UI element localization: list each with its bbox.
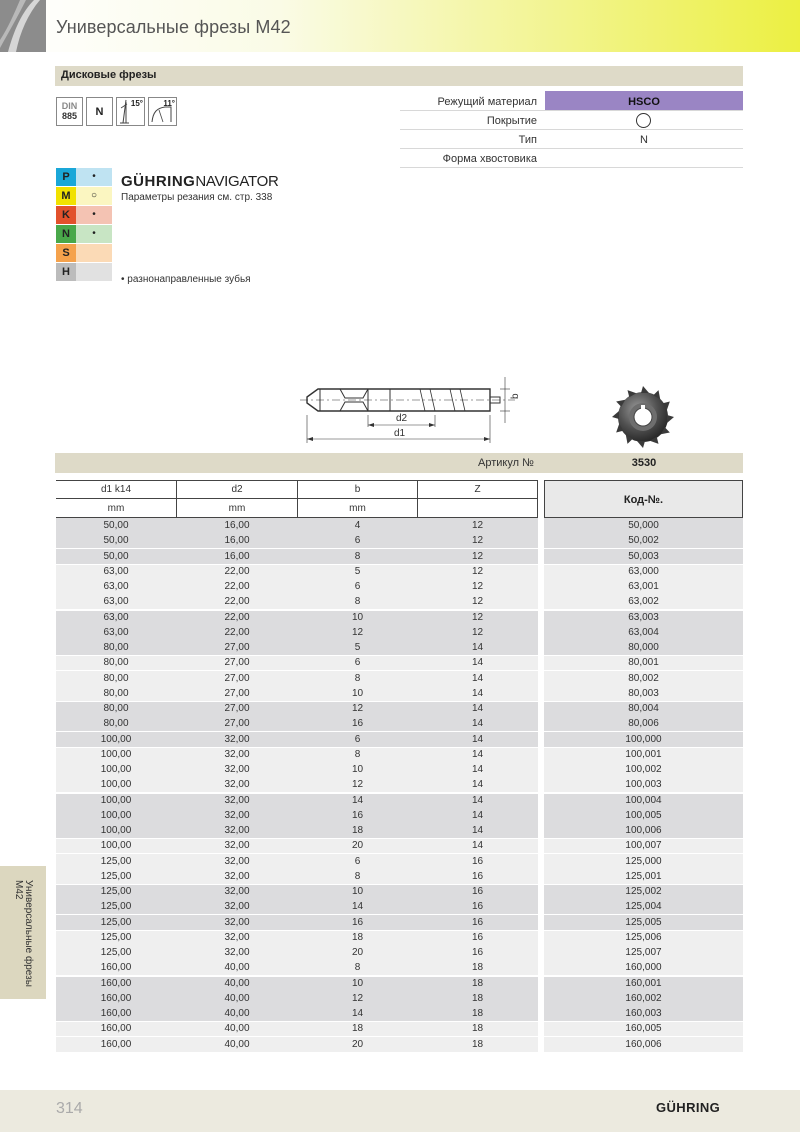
table-cell: 27,00 <box>224 642 250 653</box>
material-letter: P <box>56 168 76 186</box>
material-suitability-mark: ○ <box>76 187 112 205</box>
table-row <box>56 579 743 594</box>
table-row <box>56 899 743 914</box>
column-unit-d1: mm <box>107 503 125 514</box>
table-row <box>56 640 743 655</box>
table-cell: 8 <box>354 962 361 974</box>
table-cell: 160,00 <box>100 1038 132 1050</box>
material-letter: S <box>56 244 76 262</box>
table-cell: 5 <box>354 565 361 577</box>
product-code: 100,003 <box>625 779 662 791</box>
page-title: Универсальные фрезы М42 <box>56 17 291 37</box>
table-cell: 63,00 <box>103 565 129 577</box>
table-cell: 22,00 <box>224 611 250 623</box>
footer-brand-logo: GÜHRING <box>656 1100 721 1115</box>
table-row <box>56 777 743 792</box>
table-cell: 6 <box>354 657 361 669</box>
table-cell: 12 <box>351 703 364 714</box>
product-code: 100,002 <box>625 764 662 775</box>
table-cell: 18 <box>471 1008 484 1019</box>
product-code: 160,006 <box>625 1038 662 1050</box>
side-tab-label: Универсальные фрезы М42 <box>13 880 34 987</box>
table-cell: 10 <box>351 611 364 623</box>
table-cell: 16 <box>471 870 484 882</box>
table-cell: 80,00 <box>103 687 129 699</box>
table-cell: 12 <box>471 596 484 608</box>
product-code: 160,001 <box>625 977 662 989</box>
table-cell: 160,00 <box>100 1023 132 1035</box>
table-cell: 32,00 <box>224 901 250 913</box>
table-cell: 20 <box>351 947 364 958</box>
column-header-b: b <box>354 484 361 495</box>
product-code: 80,006 <box>628 718 659 730</box>
table-cell: 32,00 <box>224 886 250 897</box>
table-cell: 80,00 <box>103 703 129 714</box>
product-code: 80,003 <box>628 687 659 699</box>
table-cell: 32,00 <box>224 779 250 791</box>
table-cell: 32,00 <box>224 733 250 745</box>
table-cell: 100,00 <box>100 840 132 852</box>
table-cell: 32,00 <box>224 764 250 775</box>
table-cell: 16 <box>471 855 484 867</box>
table-cell: 14 <box>471 840 484 852</box>
table-cell: 18 <box>471 977 484 989</box>
table-cell: 14 <box>471 687 484 699</box>
table-cell: 63,00 <box>103 581 129 592</box>
material-letter: H <box>56 263 76 281</box>
table-col-divider <box>537 480 538 518</box>
table-cell: 18 <box>471 962 484 974</box>
table-row <box>56 549 743 564</box>
material-suitability-mark: • <box>76 206 112 224</box>
table-cell: 160,00 <box>100 1008 132 1019</box>
table-row <box>56 1006 743 1021</box>
table-cell: 32,00 <box>224 916 250 928</box>
table-cell: 10 <box>351 687 364 699</box>
table-cell: 16 <box>471 931 484 943</box>
table-cell: 10 <box>351 977 364 989</box>
table-cell: 16 <box>351 809 364 821</box>
table-cell: 20 <box>351 840 364 852</box>
table-cell: 50,00 <box>103 520 129 531</box>
table-cell: 14 <box>471 825 484 836</box>
product-code: 160,002 <box>625 992 662 1004</box>
property-divider <box>400 129 743 130</box>
table-cell: 14 <box>471 672 484 684</box>
table-row <box>56 701 743 716</box>
property-label-material: Режущий материал <box>437 96 537 108</box>
table-cell: 22,00 <box>224 626 250 638</box>
table-cell: 4 <box>354 520 361 531</box>
table-cell: 160,00 <box>100 977 132 989</box>
navigator-word: NAVIGATOR <box>195 173 279 190</box>
table-cell: 12 <box>351 779 364 791</box>
table-cell: 14 <box>471 779 484 791</box>
product-code: 125,000 <box>625 855 662 867</box>
material-group-s <box>56 244 112 262</box>
product-code: 50,003 <box>628 550 659 562</box>
table-cell: 14 <box>351 901 364 913</box>
table-cell: 40,00 <box>224 992 250 1004</box>
table-cell: 18 <box>471 992 484 1004</box>
material-group-m <box>56 187 112 205</box>
table-cell: 12 <box>471 535 484 547</box>
material-group-h <box>56 263 112 281</box>
property-label-type: Тип <box>518 134 537 146</box>
product-code: 125,002 <box>625 886 662 897</box>
din-standard-box <box>56 97 83 126</box>
header-logo-icon <box>0 0 46 52</box>
table-cell: 18 <box>471 1038 484 1050</box>
table-row <box>56 655 743 670</box>
product-code: 63,001 <box>628 581 659 592</box>
table-cell: 12 <box>471 626 484 638</box>
table-row <box>56 671 743 686</box>
table-row <box>56 930 743 945</box>
table-cell: 12 <box>471 581 484 592</box>
table-row <box>56 945 743 960</box>
product-code: 100,000 <box>625 733 662 745</box>
material-letter: K <box>56 206 76 224</box>
table-cell: 100,00 <box>100 748 132 760</box>
table-cell: 16 <box>471 901 484 913</box>
product-code: 160,000 <box>625 962 662 974</box>
table-row <box>56 610 743 625</box>
table-cell: 8 <box>354 550 361 562</box>
table-cell: 18 <box>351 931 364 943</box>
product-code: 50,000 <box>628 520 659 531</box>
property-divider <box>400 148 743 149</box>
table-cell: 14 <box>471 703 484 714</box>
table-cell: 8 <box>354 596 361 608</box>
table-cell: 14 <box>471 642 484 653</box>
table-cell: 80,00 <box>103 657 129 669</box>
material-group-k <box>56 206 112 224</box>
clearance-angle-box <box>148 97 177 126</box>
table-cell: 32,00 <box>224 809 250 821</box>
product-code: 125,004 <box>625 901 662 913</box>
property-divider <box>400 167 743 168</box>
table-cell: 40,00 <box>224 962 250 974</box>
table-cell: 100,00 <box>100 825 132 836</box>
table-row <box>56 960 743 975</box>
table-cell: 27,00 <box>224 687 250 699</box>
product-code: 50,002 <box>628 535 659 547</box>
table-cell: 125,00 <box>100 886 132 897</box>
table-cell: 22,00 <box>224 596 250 608</box>
table-row <box>56 1037 743 1052</box>
din-number: 885 <box>61 111 78 121</box>
property-label-coating: Покрытие <box>486 115 537 127</box>
table-cell: 32,00 <box>224 748 250 760</box>
material-group-n <box>56 225 112 243</box>
table-cell: 100,00 <box>100 809 132 821</box>
page-number: 314 <box>56 1100 83 1117</box>
column-header-code: Код-№. <box>544 480 743 518</box>
product-code: 125,007 <box>625 947 662 958</box>
table-cell: 16 <box>471 886 484 897</box>
table-cell: 14 <box>471 657 484 669</box>
table-cell: 10 <box>351 886 364 897</box>
table-cell: 6 <box>354 733 361 745</box>
table-cell: 12 <box>471 520 484 531</box>
table-cell: 27,00 <box>224 718 250 730</box>
column-unit-b: mm <box>349 503 366 514</box>
product-code: 125,005 <box>625 916 662 928</box>
table-cell: 27,00 <box>224 672 250 684</box>
product-code: 160,005 <box>625 1023 662 1035</box>
material-letter: M <box>56 187 76 205</box>
cutting-params-reference: Параметры резания см. стр. 338 <box>121 192 273 203</box>
table-row <box>56 854 743 869</box>
table-cell: 32,00 <box>224 931 250 943</box>
article-number: 3530 <box>631 457 657 469</box>
helix-angle-label: 15° <box>130 99 143 108</box>
cutter-drawing <box>300 375 540 445</box>
property-value-material: HSCO <box>628 96 660 108</box>
table-cell: 14 <box>471 718 484 730</box>
table-cell: 80,00 <box>103 642 129 653</box>
dimension-b-label: b <box>510 393 521 399</box>
product-code: 63,003 <box>628 611 659 623</box>
table-cell: 16 <box>471 947 484 958</box>
table-row <box>56 976 743 991</box>
product-code: 100,006 <box>625 825 662 836</box>
table-cell: 40,00 <box>224 977 250 989</box>
column-header-d1: d1 k14 <box>100 484 132 495</box>
table-row <box>56 533 743 548</box>
table-cell: 125,00 <box>100 916 132 928</box>
product-code: 63,004 <box>628 626 659 638</box>
product-code: 100,007 <box>625 840 662 852</box>
product-code: 80,000 <box>628 642 659 653</box>
dimension-d1-label: d1 <box>394 428 406 439</box>
table-row <box>56 884 743 899</box>
table-cell: 125,00 <box>100 931 132 943</box>
material-group-p <box>56 168 112 186</box>
table-cell: 16 <box>351 916 364 928</box>
table-cell: 32,00 <box>224 947 250 958</box>
section-title: Дисковые фрезы <box>61 69 157 81</box>
table-cell: 16 <box>471 916 484 928</box>
table-row <box>56 915 743 930</box>
table-cell: 100,00 <box>100 779 132 791</box>
product-code: 80,002 <box>628 672 659 684</box>
table-row <box>56 838 743 853</box>
dimension-d2-label: d2 <box>396 413 408 424</box>
table-row <box>56 518 743 533</box>
table-cell: 100,00 <box>100 733 132 745</box>
table-cell: 6 <box>354 855 361 867</box>
table-cell: 14 <box>471 764 484 775</box>
table-row <box>56 625 743 640</box>
product-code: 125,006 <box>625 931 662 943</box>
product-code: 100,001 <box>625 748 662 760</box>
table-cell: 32,00 <box>224 794 250 806</box>
table-cell: 20 <box>351 1038 364 1050</box>
table-cell: 32,00 <box>224 870 250 882</box>
table-cell: 12 <box>471 550 484 562</box>
table-cell: 63,00 <box>103 626 129 638</box>
table-cell: 16,00 <box>224 550 250 562</box>
table-row <box>56 747 743 762</box>
table-cell: 160,00 <box>100 962 132 974</box>
type-box: N <box>86 97 113 126</box>
property-divider <box>400 110 743 111</box>
material-suitability-mark: • <box>76 168 112 186</box>
material-letter: N <box>56 225 76 243</box>
table-row <box>56 716 743 731</box>
table-cell: 40,00 <box>224 1038 250 1050</box>
table-cell: 14 <box>471 794 484 806</box>
table-row <box>56 1021 743 1036</box>
table-cell: 50,00 <box>103 550 129 562</box>
table-cell: 125,00 <box>100 901 132 913</box>
product-code: 160,003 <box>625 1008 662 1019</box>
table-cell: 12 <box>351 626 364 638</box>
table-cell: 32,00 <box>224 825 250 836</box>
table-cell: 80,00 <box>103 672 129 684</box>
table-cell: 40,00 <box>224 1023 250 1035</box>
table-cell: 5 <box>354 642 361 653</box>
column-unit-d2: mm <box>228 503 246 514</box>
column-header-d2: d2 <box>231 484 243 495</box>
material-suitability-mark <box>76 263 112 281</box>
table-cell: 14 <box>471 733 484 745</box>
table-cell: 50,00 <box>103 535 129 547</box>
table-cell: 63,00 <box>103 596 129 608</box>
table-cell: 125,00 <box>100 947 132 958</box>
material-suitability-mark: • <box>76 225 112 243</box>
table-cell: 16,00 <box>224 535 250 547</box>
column-header-z: Z <box>474 484 481 495</box>
table-cell: 14 <box>351 794 364 806</box>
din-label: DIN <box>61 101 78 111</box>
table-row <box>56 793 743 808</box>
navigator-logo <box>121 173 279 190</box>
table-cell: 63,00 <box>103 611 129 623</box>
product-code: 125,001 <box>625 870 662 882</box>
table-cell: 6 <box>354 535 361 547</box>
table-cell: 160,00 <box>100 992 132 1004</box>
table-cell: 16,00 <box>224 520 250 531</box>
product-code: 80,001 <box>628 657 659 669</box>
table-row <box>56 991 743 1006</box>
table-row <box>56 594 743 609</box>
table-cell: 14 <box>471 809 484 821</box>
table-cell: 14 <box>471 748 484 760</box>
cutter-photo <box>610 384 676 450</box>
table-cell: 18 <box>351 825 364 836</box>
table-row <box>56 686 743 701</box>
table-row <box>56 823 743 838</box>
table-cell: 100,00 <box>100 794 132 806</box>
product-code: 63,002 <box>628 596 659 608</box>
table-cell: 22,00 <box>224 581 250 592</box>
table-row <box>56 732 743 747</box>
property-label-shank: Форма хвостовика <box>442 153 537 165</box>
table-cell: 22,00 <box>224 565 250 577</box>
table-cell: 27,00 <box>224 703 250 714</box>
property-value-type: N <box>640 134 648 146</box>
material-suitability-mark <box>76 244 112 262</box>
clearance-angle-label: 11° <box>163 99 175 108</box>
navigator-brand: GÜHRING <box>121 173 196 190</box>
table-cell: 10 <box>351 764 364 775</box>
table-cell: 8 <box>354 870 361 882</box>
table-row <box>56 869 743 884</box>
table-cell: 40,00 <box>224 1008 250 1019</box>
table-cell: 18 <box>351 1023 364 1035</box>
table-cell: 12 <box>471 611 484 623</box>
table-cell: 125,00 <box>100 870 132 882</box>
table-row <box>56 762 743 777</box>
table-cell: 12 <box>351 992 364 1004</box>
table-cell: 6 <box>354 581 361 592</box>
table-cell: 16 <box>351 718 364 730</box>
section-bar <box>55 66 743 86</box>
table-cell: 32,00 <box>224 840 250 852</box>
table-cell: 125,00 <box>100 855 132 867</box>
table-cell: 18 <box>471 1023 484 1035</box>
table-cell: 100,00 <box>100 764 132 775</box>
table-cell: 27,00 <box>224 657 250 669</box>
uncoated-icon <box>636 113 651 128</box>
helix-angle-box <box>116 97 145 126</box>
product-code: 100,005 <box>625 809 662 821</box>
product-code: 100,004 <box>625 794 662 806</box>
table-cell: 14 <box>351 1008 364 1019</box>
feature-note: • разнонаправленные зубья <box>121 274 251 285</box>
table-cell: 12 <box>471 565 484 577</box>
table-cell: 8 <box>354 672 361 684</box>
product-code: 63,000 <box>628 565 659 577</box>
table-row <box>56 808 743 823</box>
table-cell: 32,00 <box>224 855 250 867</box>
article-label: Артикул № <box>478 457 534 469</box>
table-row <box>56 564 743 579</box>
table-cell: 80,00 <box>103 718 129 730</box>
table-cell: 8 <box>354 748 361 760</box>
product-code: 80,004 <box>628 703 659 714</box>
